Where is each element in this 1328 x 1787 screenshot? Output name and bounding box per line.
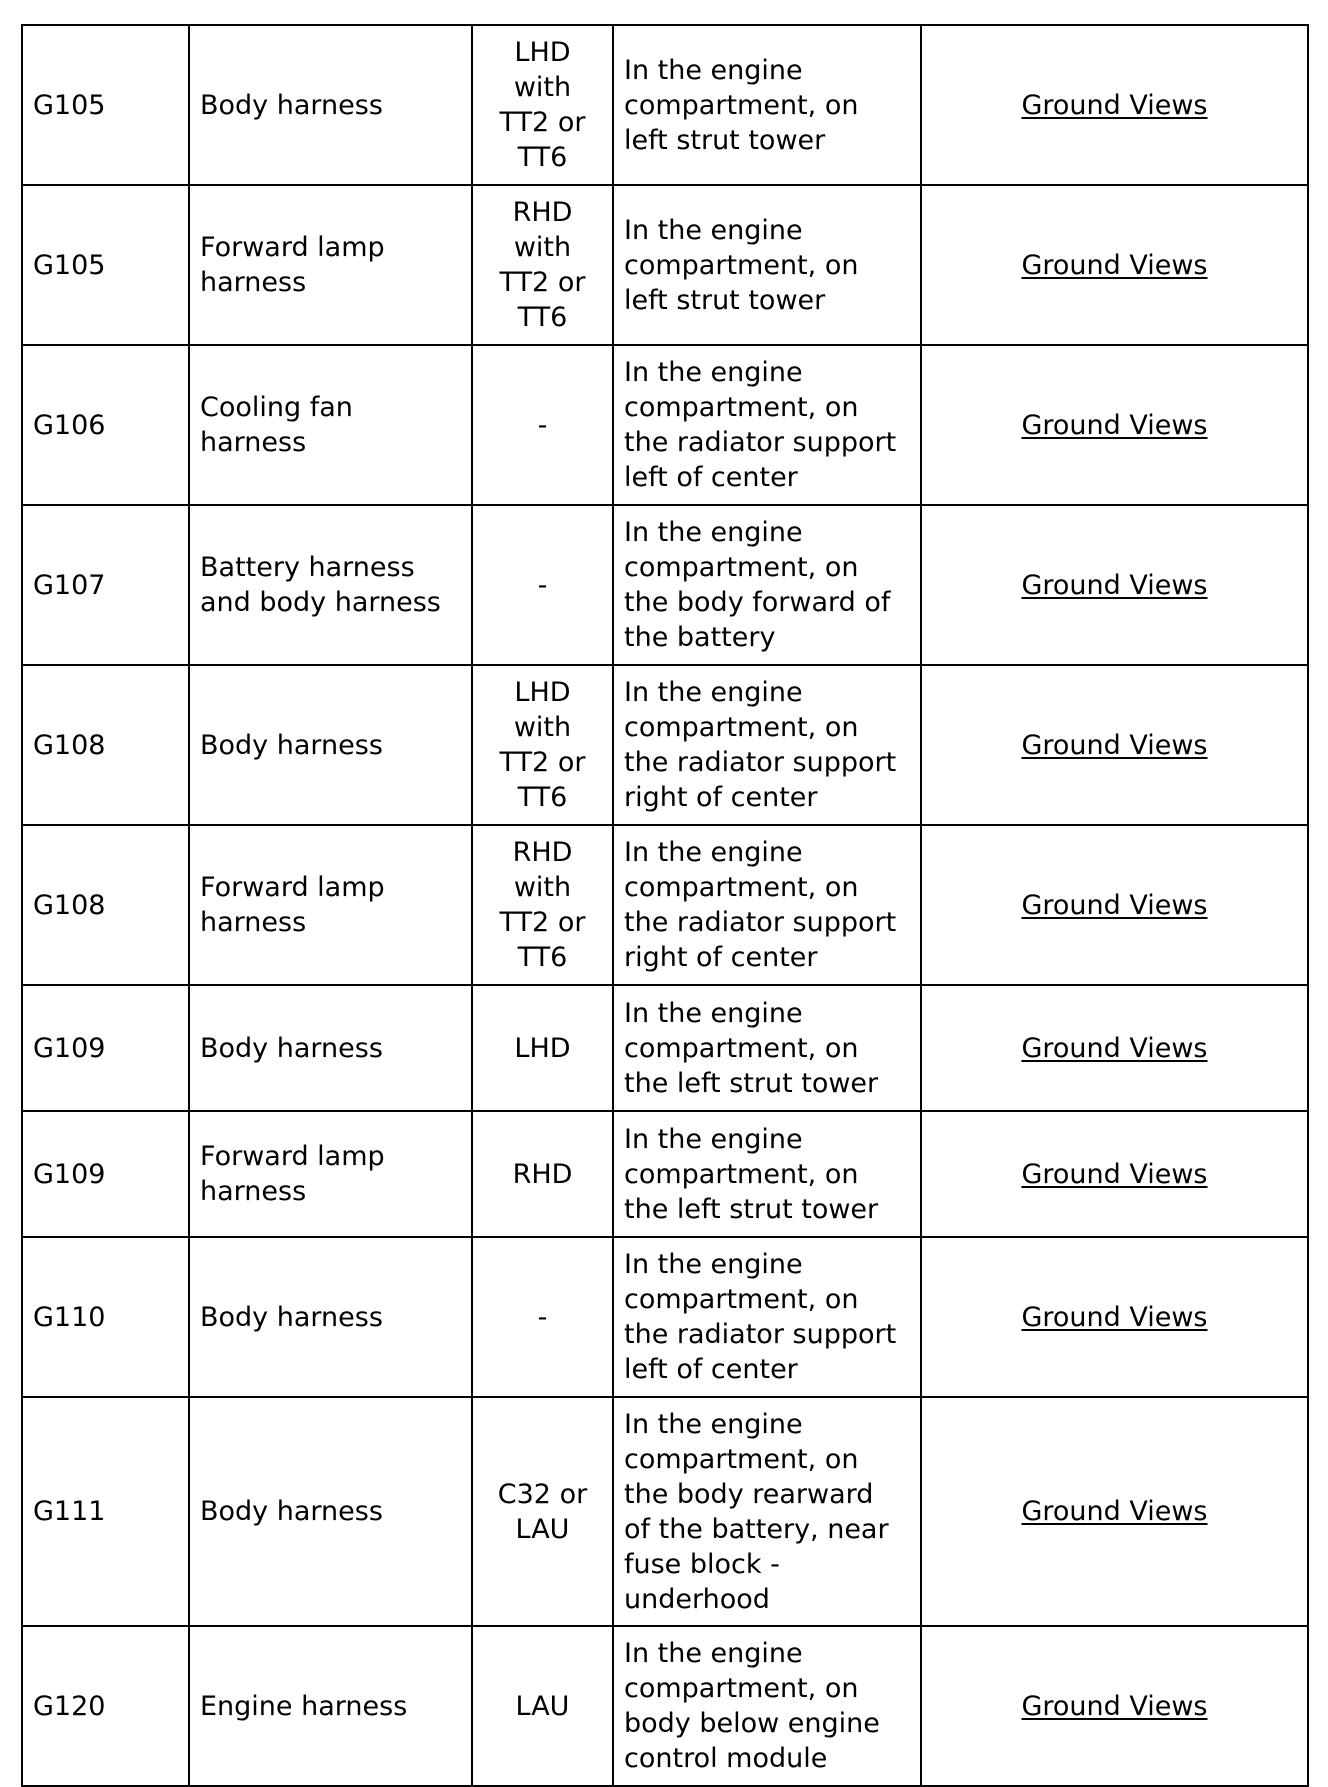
ground-id-cell: G108 [22,665,189,825]
location-cell: In the engine compartment, on the body forward of the battery [613,505,921,665]
option-cell: - [472,345,613,505]
ground-id-cell: G111 [22,1397,189,1626]
table-row [22,1111,1308,1237]
harness-cell: Engine harness [189,1626,472,1786]
harness-cell: Body harness [189,1397,472,1626]
views-cell [921,1626,1308,1786]
table-row [22,345,1308,505]
location-cell: In the engine compartment, on the radiator support right of center [613,825,921,985]
table-row [22,185,1308,345]
harness-cell: Forward lamp harness [189,1111,472,1237]
location-cell: In the engine compartment, on the body rearward of the battery, near fuse block - underhood [613,1397,921,1626]
views-cell [921,985,1308,1111]
harness-cell: Battery harness and body harness [189,505,472,665]
location-cell: In the engine compartment, on the radiator support left of center [613,345,921,505]
harness-cell: Body harness [189,665,472,825]
harness-cell: Forward lamp harness [189,185,472,345]
option-cell: LHD with TT2 or TT6 [472,665,613,825]
views-cell [921,1111,1308,1237]
harness-cell: Cooling fan harness [189,345,472,505]
ground-id-cell: G110 [22,1237,189,1397]
location-cell: In the engine compartment, on the left strut tower [613,1111,921,1237]
option-cell: RHD with TT2 or TT6 [472,185,613,345]
location-cell: In the engine compartment, on body below engine control module [613,1626,921,1786]
ground-id-cell: G109 [22,985,189,1111]
harness-cell: Body harness [189,985,472,1111]
harness-cell: Body harness [189,25,472,185]
table-row [22,985,1308,1111]
location-cell: In the engine compartment, on the left strut tower [613,985,921,1111]
table-row [22,1237,1308,1397]
ground-id-cell: G105 [22,25,189,185]
views-cell [921,1237,1308,1397]
views-cell [921,1397,1308,1626]
ground-id-cell: G107 [22,505,189,665]
ground-id-cell: G120 [22,1626,189,1786]
ground-views-link[interactable]: Ground Views [1021,1301,1208,1333]
ground-id-cell: G108 [22,825,189,985]
harness-cell: Forward lamp harness [189,825,472,985]
ground-views-link[interactable]: Ground Views [1021,89,1208,121]
option-cell: LHD [472,985,613,1111]
option-cell: - [472,1237,613,1397]
location-cell: In the engine compartment, on left strut tower [613,25,921,185]
option-cell: C32 or LAU [472,1397,613,1626]
views-cell [921,25,1308,185]
location-cell: In the engine compartment, on the radiator support right of center [613,665,921,825]
location-cell: In the engine compartment, on the radiator support left of center [613,1237,921,1397]
option-cell: RHD [472,1111,613,1237]
views-cell [921,505,1308,665]
ground-id-cell: G105 [22,185,189,345]
ground-views-link[interactable]: Ground Views [1021,889,1208,921]
option-cell: LAU [472,1626,613,1786]
option-cell: LHD with TT2 or TT6 [472,25,613,185]
ground-views-link[interactable]: Ground Views [1021,1032,1208,1064]
table-row [22,25,1308,185]
ground-views-link[interactable]: Ground Views [1021,1690,1208,1722]
views-cell [921,825,1308,985]
ground-views-link[interactable]: Ground Views [1021,569,1208,601]
table-row [22,1397,1308,1626]
location-cell: In the engine compartment, on left strut tower [613,185,921,345]
table-row [22,1626,1308,1786]
option-cell: - [472,505,613,665]
views-cell [921,345,1308,505]
views-cell [921,185,1308,345]
table-row [22,665,1308,825]
ground-views-link[interactable]: Ground Views [1021,729,1208,761]
ground-locations-table [21,24,1309,1787]
table-row [22,825,1308,985]
ground-views-link[interactable]: Ground Views [1021,1496,1208,1527]
views-cell [921,665,1308,825]
option-cell: RHD with TT2 or TT6 [472,825,613,985]
ground-id-cell: G109 [22,1111,189,1237]
ground-views-link[interactable]: Ground Views [1021,1158,1208,1190]
ground-views-link[interactable]: Ground Views [1021,409,1208,441]
harness-cell: Body harness [189,1237,472,1397]
ground-views-link[interactable]: Ground Views [1021,249,1208,281]
ground-id-cell: G106 [22,345,189,505]
table-row [22,505,1308,665]
